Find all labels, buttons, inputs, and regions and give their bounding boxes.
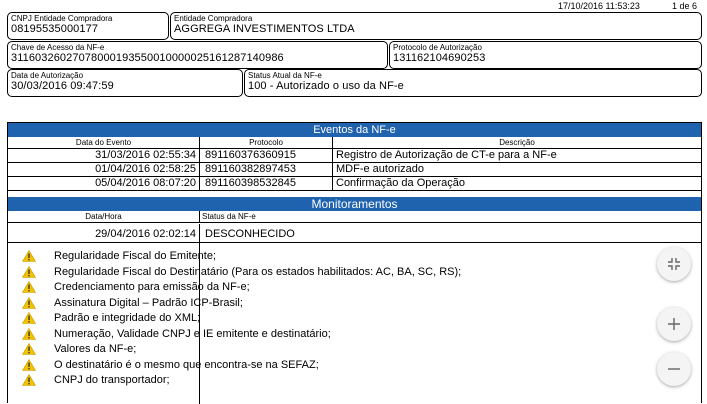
events-section bbox=[7, 122, 702, 403]
status-label: Status Atual da NF-e bbox=[248, 71, 322, 80]
cnpj-value: 08195535000177 bbox=[11, 23, 99, 35]
cnpj-label: CNPJ Entidade Compradora bbox=[11, 14, 113, 23]
event-description: Confirmação da Operação bbox=[336, 177, 466, 189]
event-row bbox=[8, 163, 701, 177]
monitoring-row bbox=[8, 224, 701, 243]
warning-text: Valores da NF-e; bbox=[54, 343, 137, 355]
monitoring-datetime: 29/04/2016 02:02:14 bbox=[8, 224, 200, 242]
cnpj-field bbox=[7, 12, 169, 40]
warning-icon bbox=[22, 328, 36, 340]
auth-date-value: 30/03/2016 09:47:59 bbox=[11, 80, 114, 92]
entity-label: Entidade Compradora bbox=[174, 14, 253, 23]
event-date: 01/04/2016 02:58:25 bbox=[8, 163, 200, 176]
warning-text: Regularidade Fiscal do Emitente; bbox=[54, 250, 217, 262]
warning-text: Numeração, Validade CNPJ e IE emitente e destinatário; bbox=[54, 327, 331, 340]
events-col-protocol: Protocolo bbox=[200, 137, 333, 148]
monitoring-title: Monitoramentos bbox=[8, 197, 701, 211]
entity-value: AGGREGA INVESTIMENTOS LTDA bbox=[174, 23, 355, 35]
event-description: Registro de Autorização de CT-e para a NF-e bbox=[336, 149, 557, 161]
zoom-out-icon bbox=[667, 362, 681, 376]
auth-date-label: Data de Autorização bbox=[11, 71, 84, 80]
event-description: MDF-e autorizado bbox=[336, 163, 425, 175]
access-key-label: Chave de Acesso da NF-e bbox=[11, 43, 105, 52]
event-date: 31/03/2016 02:55:34 bbox=[8, 149, 200, 162]
warning-icon bbox=[22, 250, 36, 262]
warning-text: O destinatário é o mesmo que encontra-se na SEFAZ; bbox=[54, 358, 319, 371]
access-key-field bbox=[7, 41, 388, 69]
warning-text: Assinatura Digital – Padrão ICP-Brasil; bbox=[54, 296, 243, 309]
warning-icon bbox=[22, 343, 36, 355]
auth-date-field bbox=[7, 69, 243, 97]
warning-icon bbox=[22, 359, 36, 371]
entity-field bbox=[170, 12, 702, 40]
zoom-in-button[interactable] bbox=[657, 307, 691, 341]
events-col-date: Data do Evento bbox=[8, 137, 200, 148]
warning-text: CNPJ do transportador; bbox=[54, 374, 170, 386]
fit-page-icon bbox=[667, 257, 681, 271]
event-protocol: 891160398532845 bbox=[200, 177, 333, 190]
fit-page-button[interactable] bbox=[657, 247, 691, 281]
status-field bbox=[244, 69, 702, 97]
page-indicator: 1 de 6 bbox=[672, 1, 698, 11]
warning-text: Credenciamento para emissão da NF-e; bbox=[54, 281, 250, 293]
monitoring-col-datetime: Data/Hora bbox=[8, 211, 200, 222]
monitoring-header-row bbox=[8, 211, 701, 223]
event-date: 05/04/2016 08:07:20 bbox=[8, 177, 200, 190]
protocol-value: 131162104690253 bbox=[393, 52, 486, 64]
print-timestamp: 17/10/2016 11:53:23 bbox=[558, 1, 640, 11]
warning-icon bbox=[22, 297, 36, 309]
monitoring-status: DESCONHECIDO bbox=[205, 228, 295, 240]
protocol-label: Protocolo de Autorização bbox=[393, 43, 482, 52]
warning-icon bbox=[22, 281, 36, 293]
events-col-description: Descrição bbox=[499, 138, 535, 147]
monitoring-col-status: Status da NF-e bbox=[202, 212, 256, 221]
access-key-value: 31160326027078000193550010000025161287140986 bbox=[11, 52, 284, 64]
zoom-out-button[interactable] bbox=[657, 352, 691, 386]
events-header-row bbox=[8, 137, 701, 149]
event-row bbox=[8, 177, 701, 191]
protocol-field bbox=[389, 41, 702, 69]
event-row bbox=[8, 149, 701, 163]
warning-text: Regularidade Fiscal do Destinatário (Para os estados habilitados: AC, BA, SC, RS); bbox=[54, 265, 462, 278]
warning-icon bbox=[22, 312, 36, 324]
zoom-in-icon bbox=[667, 317, 681, 331]
warning-text: Padrão e integridade do XML; bbox=[54, 312, 201, 324]
warning-icon bbox=[22, 374, 36, 386]
warning-icon bbox=[22, 266, 36, 278]
event-protocol: 891160376360915 bbox=[200, 149, 333, 162]
status-value: 100 - Autorizado o uso da NF-e bbox=[248, 80, 404, 92]
event-protocol: 891160382897453 bbox=[200, 163, 333, 176]
events-title: Eventos da NF-e bbox=[8, 123, 701, 137]
